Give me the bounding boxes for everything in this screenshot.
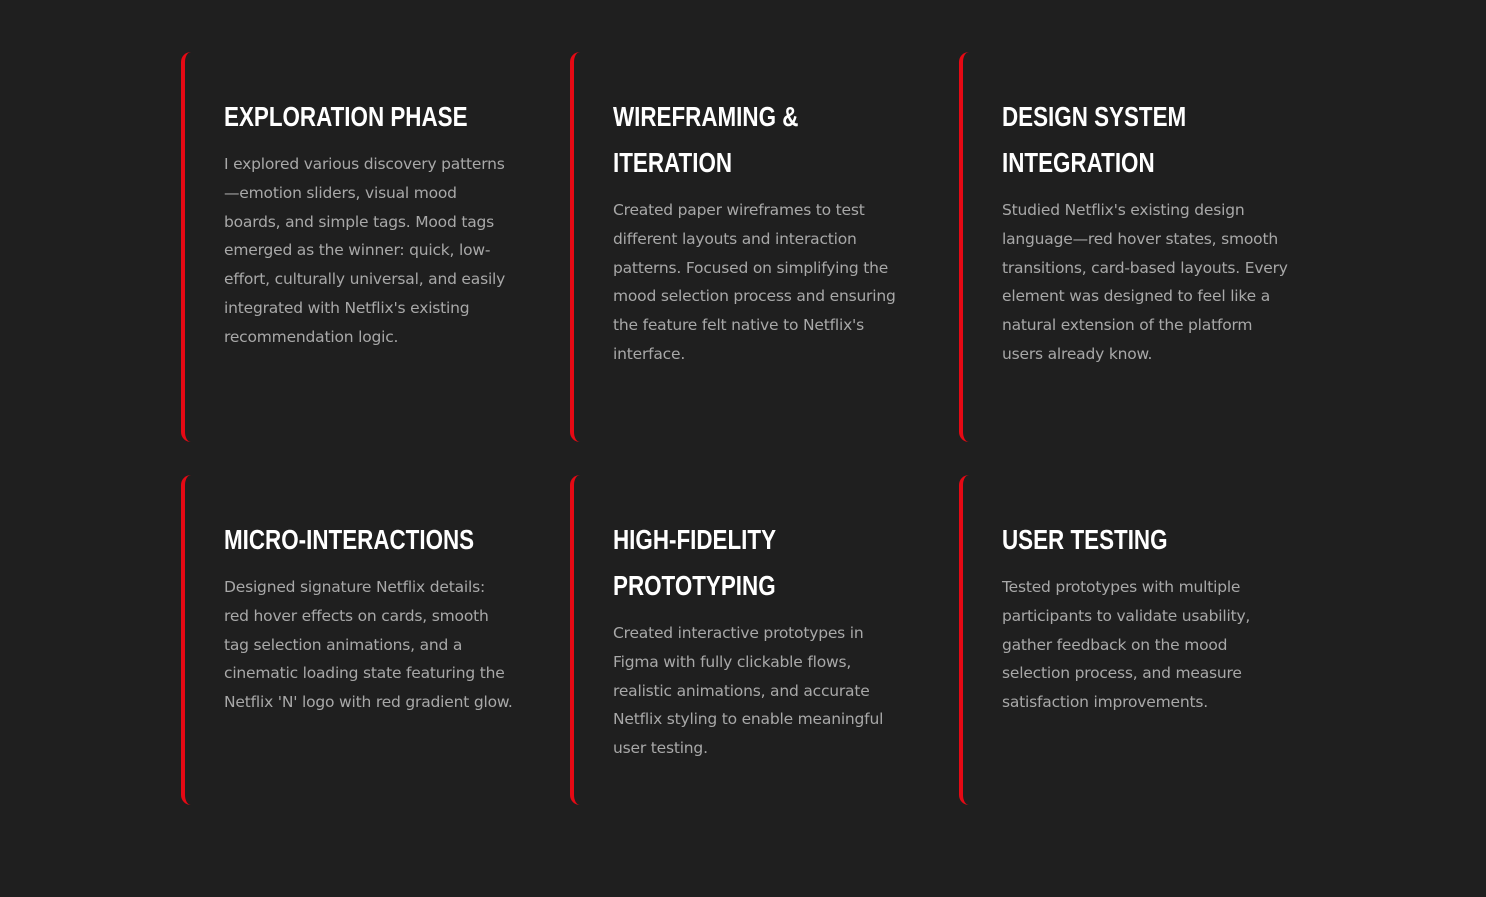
card-title: HIGH-FIDELITY PROTOTYPING: [613, 524, 776, 601]
process-cards-grid: [181, 52, 1348, 805]
process-card-user-testing: [959, 475, 1348, 805]
process-card-design-system: [959, 52, 1348, 442]
card-title: DESIGN SYSTEM INTEGRATION: [1002, 101, 1187, 178]
card-title: MICRO-INTERACTIONS: [224, 524, 475, 555]
card-description: Created paper wireframes to test different layouts and interaction patterns. Focused on simplifying the mood selection process and ensuring the feature felt native to Netflix's interface.: [613, 201, 896, 363]
card-description: Designed signature Netflix details: red hover effects on cards, smooth tag selection animations, and a cinematic loading state featuring the Netflix 'N' logo with red gradient glow.: [224, 578, 513, 712]
process-card-prototyping: [570, 475, 959, 805]
card-description: I explored various discovery patterns—emotion sliders, visual mood boards, and simple tags. Mood tags emerged as the winner: quick, low-effort, culturally universal, and easily integrated with Netflix's existing recommendation logic.: [224, 155, 506, 346]
card-description: Created interactive prototypes in Figma with fully clickable flows, realistic animations, and accurate Netflix styling to enable meaningful user testing.: [613, 624, 884, 758]
card-description: Studied Netflix's existing design language—red hover states, smooth transitions, card-based layouts. Every element was designed to feel like a natural extension of the platform users already know.: [1002, 201, 1288, 363]
card-title: EXPLORATION PHASE: [224, 101, 468, 132]
card-description: Tested prototypes with multiple participants to validate usability, gather feedback on the mood selection process, and measure satisfaction improvements.: [1002, 578, 1251, 712]
card-title: WIREFRAMING & ITERATION: [613, 101, 799, 178]
card-title: USER TESTING: [1002, 524, 1168, 555]
process-card-exploration: [181, 52, 570, 442]
process-card-micro-interactions: [181, 475, 570, 805]
process-card-wireframing: [570, 52, 959, 442]
